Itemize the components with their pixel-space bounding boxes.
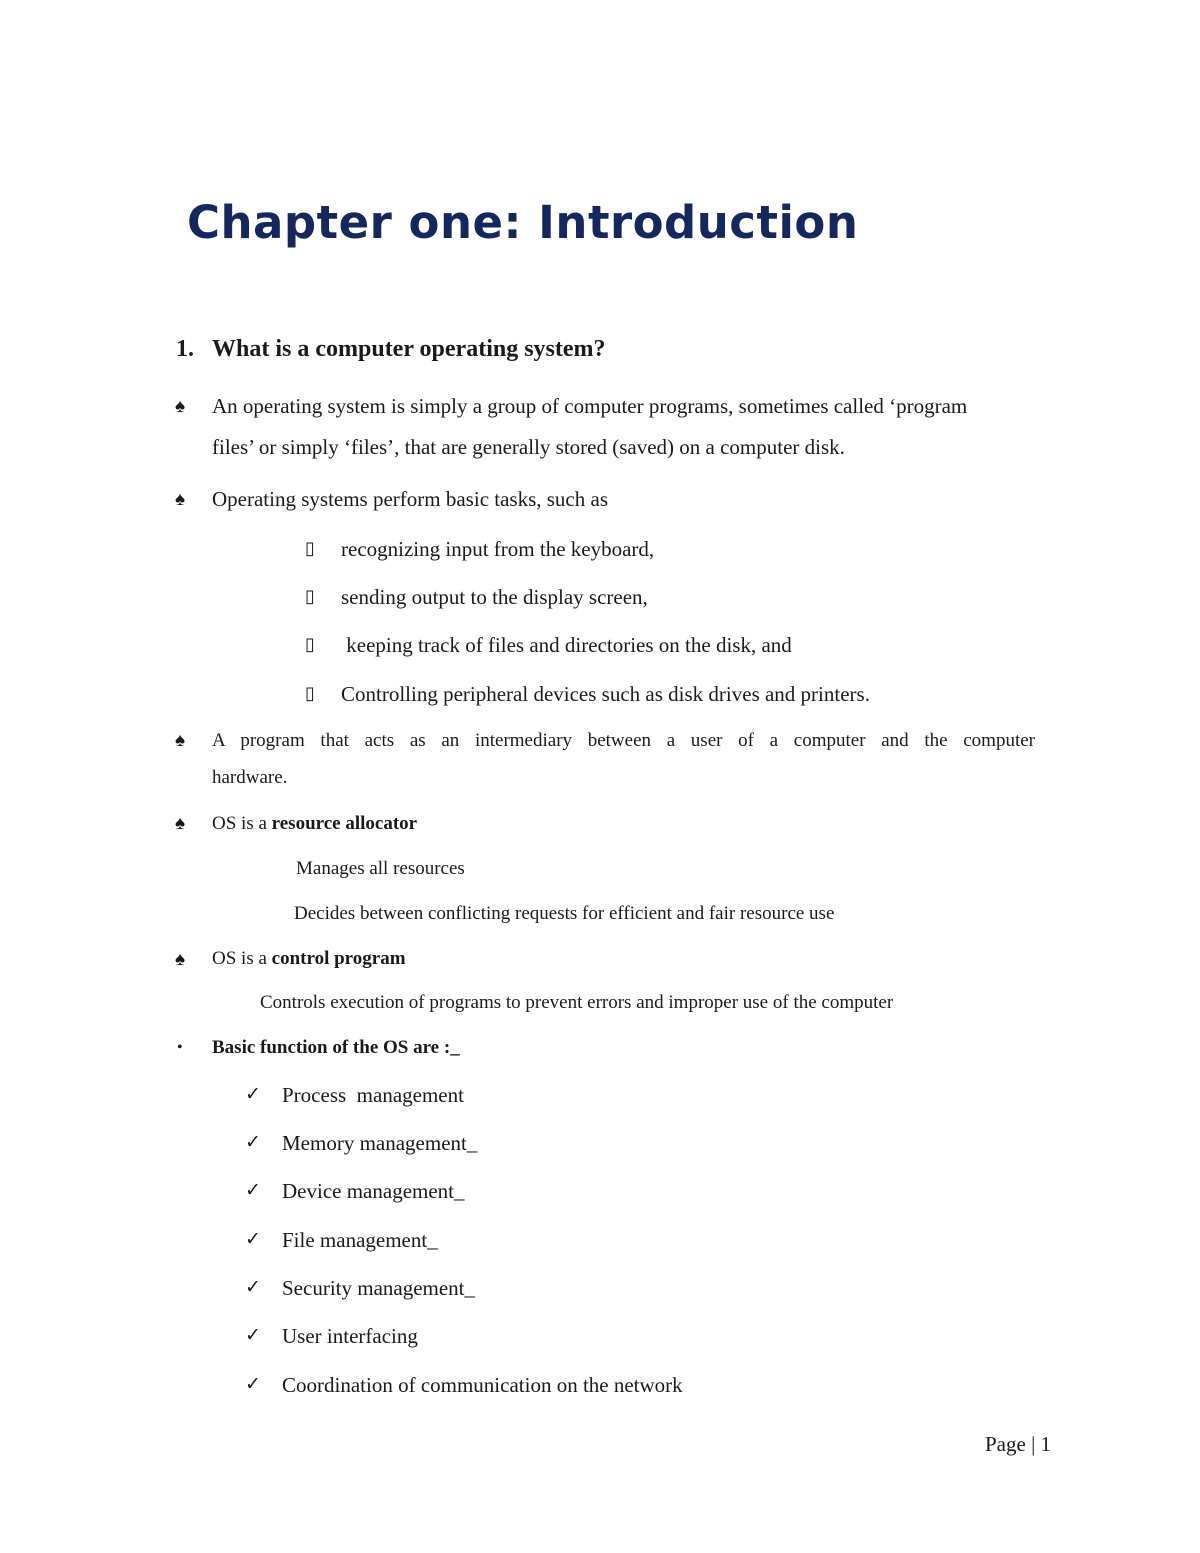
bullet-5-prefix: OS is a xyxy=(212,948,272,969)
basic-functions-label: Basic function of the OS are :_ xyxy=(212,1037,460,1058)
spade-bullet-icon: ♠ xyxy=(175,730,186,751)
page-number: Page | 1 xyxy=(985,1432,1052,1456)
resource-allocator-detail: Decides between conflicting requests for efficient and fair resource use xyxy=(294,903,835,924)
checkmark-icon: ✓ xyxy=(245,1276,261,1298)
missing-glyph-bullet-icon: ▯ xyxy=(305,683,315,704)
bullet-3-line-1: A program that acts as an intermediary between a user of a computer and the computer xyxy=(212,730,1035,751)
task-item: sending output to the display screen, xyxy=(341,585,648,609)
task-item: Controlling peripheral devices such as disk drives and printers. xyxy=(341,682,870,706)
function-item: File management_ xyxy=(282,1228,438,1252)
function-item: Device management_ xyxy=(282,1179,465,1203)
checkmark-icon: ✓ xyxy=(245,1228,261,1250)
chapter-title: Chapter one: Introduction xyxy=(187,196,859,249)
question-heading: What is a computer operating system? xyxy=(212,336,606,362)
resource-allocator-detail: Manages all resources xyxy=(296,858,465,879)
bullet-4-text xyxy=(212,812,417,836)
missing-glyph-bullet-icon: ▯ xyxy=(305,538,315,559)
checkmark-icon: ✓ xyxy=(245,1324,261,1346)
function-item: Memory management_ xyxy=(282,1131,478,1155)
dot-bullet-icon: • xyxy=(177,1039,183,1056)
spade-bullet-icon: ♠ xyxy=(175,396,186,417)
spade-bullet-icon: ♠ xyxy=(175,813,186,834)
function-item: Process management xyxy=(282,1083,464,1107)
function-item: User interfacing xyxy=(282,1324,418,1348)
missing-glyph-bullet-icon: ▯ xyxy=(305,586,315,607)
bullet-4-prefix: OS is a xyxy=(212,813,272,834)
function-item: Security management_ xyxy=(282,1276,476,1300)
spade-bullet-icon: ♠ xyxy=(175,489,186,510)
resource-allocator-term: resource allocator xyxy=(271,813,418,834)
question-number: 1. xyxy=(176,336,194,362)
bullet-3-line-2: hardware. xyxy=(212,767,288,788)
control-program-detail: Controls execution of programs to prevent errors and improper use of the computer xyxy=(260,992,894,1013)
bullet-1-line-2: files’ or simply ‘files’, that are generally stored (saved) on a computer disk. xyxy=(212,435,845,459)
bullet-5-text xyxy=(212,947,406,971)
basic-functions-heading xyxy=(212,1036,460,1060)
task-item: recognizing input from the keyboard, xyxy=(341,537,655,561)
checkmark-icon: ✓ xyxy=(245,1179,261,1201)
checkmark-icon: ✓ xyxy=(245,1131,261,1153)
checkmark-icon: ✓ xyxy=(245,1373,261,1395)
task-item: keeping track of files and directories on the disk, and xyxy=(341,633,792,657)
bullet-2-text: Operating systems perform basic tasks, such as xyxy=(212,487,608,511)
spade-bullet-icon: ♠ xyxy=(175,949,186,970)
function-item: Coordination of communication on the network xyxy=(282,1373,683,1397)
bullet-1-line-1: An operating system is simply a group of computer programs, sometimes called ‘program xyxy=(212,394,968,418)
checkmark-icon: ✓ xyxy=(245,1083,261,1105)
control-program-term: control program xyxy=(271,948,406,969)
missing-glyph-bullet-icon: ▯ xyxy=(305,634,315,655)
